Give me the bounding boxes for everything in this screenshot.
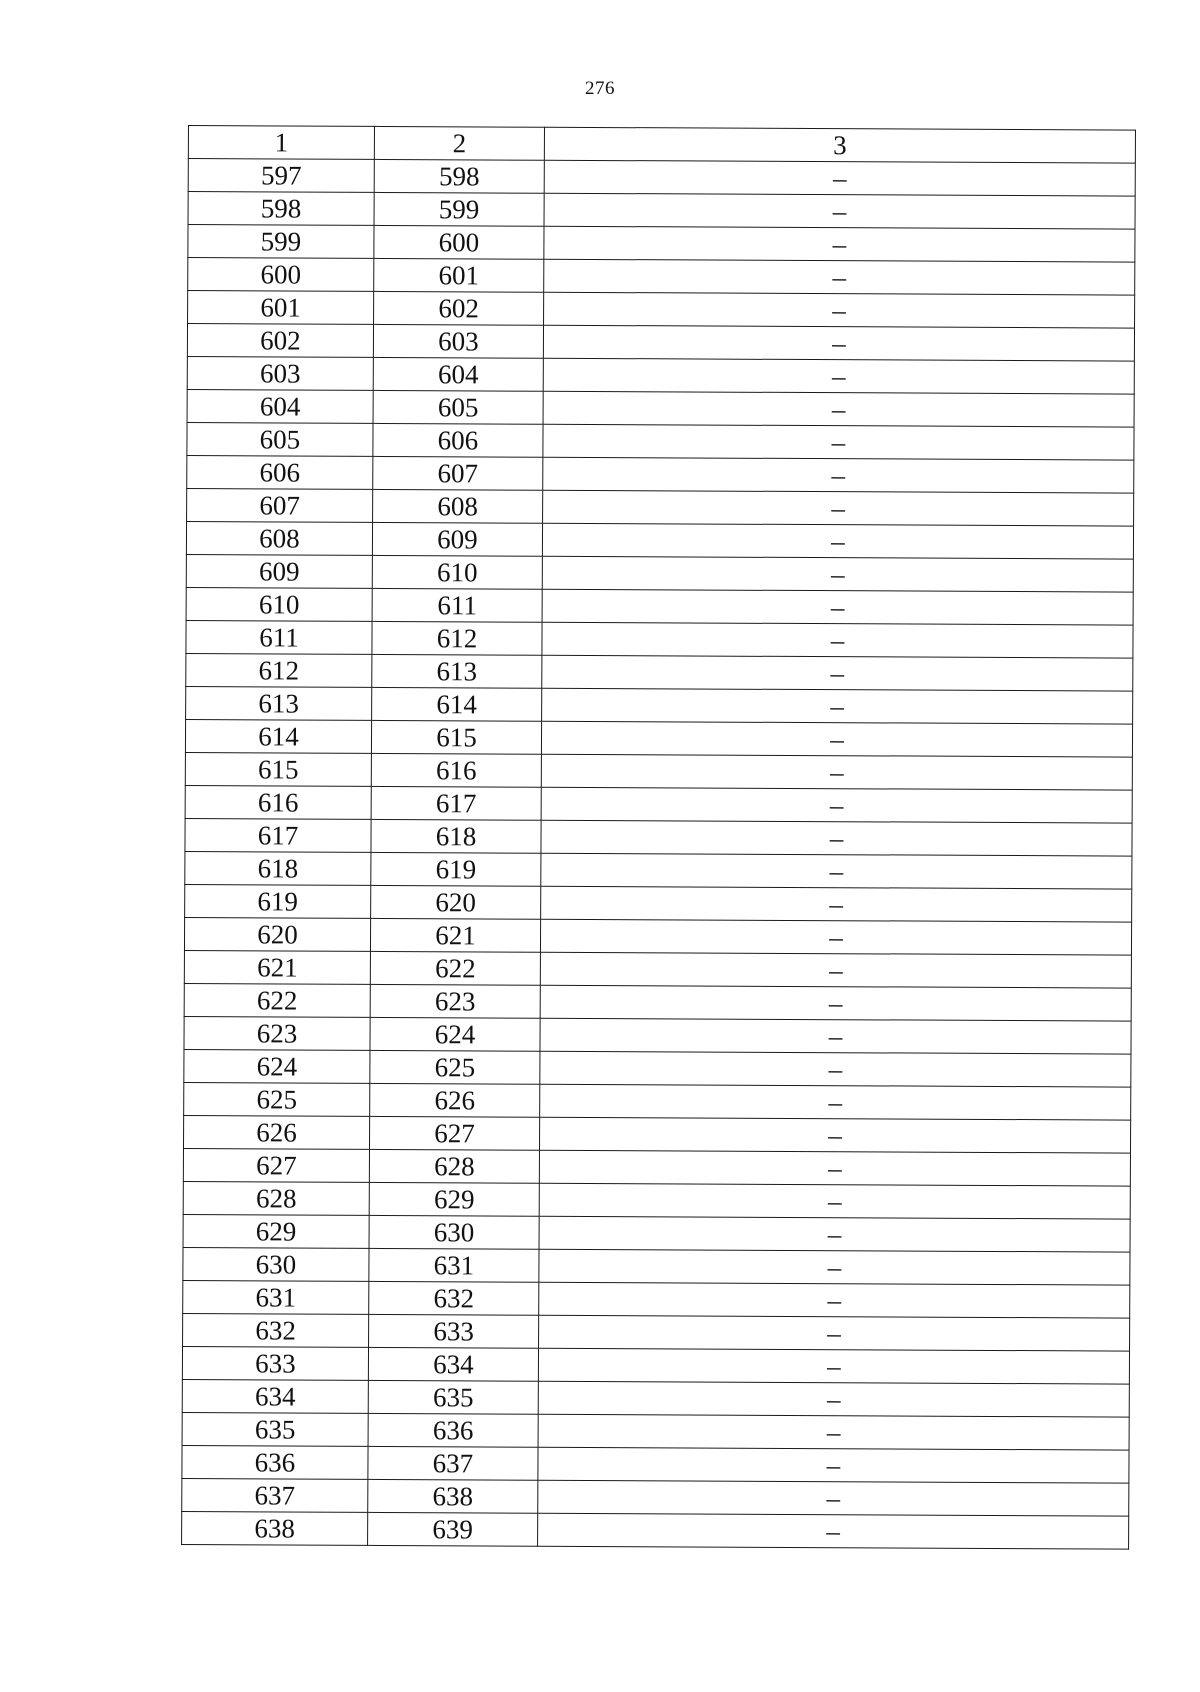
table-cell-col-3: – [540,1084,1131,1120]
table-row [186,587,1133,625]
table-cell-col-3: – [541,886,1132,922]
table-cell-col-2: 614 [372,687,542,721]
column-header-1: 1 [188,126,374,160]
table-cell-col-2: 620 [371,885,541,919]
table-cell-col-2: 636 [368,1413,538,1447]
table-cell-col-1: 622 [184,983,370,1017]
table-cell-col-1: 637 [182,1478,368,1512]
table-cell-col-3: – [540,1051,1131,1087]
table-row [185,785,1132,823]
table-cell-col-3: – [543,358,1134,394]
table-cell-col-3: – [544,259,1135,295]
table-cell-col-2: 602 [374,291,544,325]
table-cell-col-2: 619 [371,852,541,886]
table-row [182,1511,1129,1549]
table-cell-col-3: – [539,1183,1130,1219]
table-cell-col-1: 600 [188,258,374,292]
table-cell-col-1: 598 [188,192,374,226]
table-cell-col-2: 599 [374,192,544,226]
table-cell-col-1: 631 [183,1280,369,1314]
table-cell-col-3: – [543,391,1134,427]
table-cell-col-1: 638 [182,1511,368,1545]
table-cell-col-2: 600 [374,225,544,259]
table-cell-col-1: 597 [188,159,374,193]
table-cell-col-1: 606 [187,455,373,489]
table-cell-col-3: – [540,919,1131,955]
table-row [184,950,1131,988]
table-cell-col-2: 624 [370,1017,540,1051]
table-cell-col-3: – [540,985,1131,1021]
table-cell-col-1: 621 [184,950,370,984]
table-cell-col-3: – [539,1117,1130,1153]
table-cell-col-3: – [538,1348,1129,1384]
table-cell-col-1: 636 [182,1445,368,1479]
table-row [184,1049,1131,1087]
table-row [183,1181,1130,1219]
table-cell-col-2: 623 [370,984,540,1018]
table-cell-col-1: 628 [183,1181,369,1215]
table-row [185,752,1132,790]
table-cell-col-3: – [543,490,1134,526]
table-cell-col-3: – [542,523,1133,559]
table-cell-col-2: 625 [370,1050,540,1084]
table-cell-col-3: – [541,820,1132,856]
table-row [186,620,1133,658]
table-cell-col-2: 634 [368,1347,538,1381]
table-cell-col-2: 637 [368,1446,538,1480]
table-cell-col-3: – [542,655,1133,691]
table-row [187,324,1134,362]
table-cell-col-1: 603 [187,356,373,390]
table-body [182,159,1136,1550]
table-row [186,521,1133,559]
table-row [185,719,1132,757]
table-row [188,291,1135,329]
table-cell-col-2: 617 [371,786,541,820]
table-row [188,258,1135,296]
table-cell-col-1: 615 [185,752,371,786]
table-cell-col-2: 609 [372,522,542,556]
table-cell-col-2: 605 [373,390,543,424]
table-row [187,488,1134,526]
table-cell-col-1: 627 [183,1148,369,1182]
table-cell-col-1: 633 [182,1346,368,1380]
table-cell-col-2: 628 [369,1149,539,1183]
table-cell-col-1: 612 [186,653,372,687]
table-cell-col-1: 610 [186,587,372,621]
table-cell-col-3: – [542,622,1133,658]
table-cell-col-3: – [539,1315,1130,1351]
table-row [185,851,1132,889]
table-cell-col-1: 609 [186,554,372,588]
table-cell-col-2: 611 [372,588,542,622]
table-row [183,1313,1130,1351]
table-cell-col-3: – [538,1480,1129,1516]
table-cell-col-1: 616 [185,785,371,819]
table-row [182,1412,1129,1450]
table-row [188,159,1135,197]
table-cell-col-1: 618 [185,851,371,885]
table-cell-col-1: 620 [184,917,370,951]
table-cell-col-1: 623 [184,1016,370,1050]
table-row [183,1214,1130,1252]
table-cell-col-1: 630 [183,1247,369,1281]
table-cell-col-2: 616 [371,753,541,787]
table-cell-col-3: – [541,787,1132,823]
column-header-3: 3 [544,127,1135,163]
table-cell-col-2: 638 [368,1479,538,1513]
table-cell-col-3: – [540,952,1131,988]
table-row [185,884,1132,922]
table-row [184,983,1131,1021]
table-cell-col-3: – [539,1282,1130,1318]
table-cell-col-1: 635 [182,1412,368,1446]
table-cell-col-3: – [538,1513,1129,1549]
table-cell-col-3: – [541,853,1132,889]
table-row [183,1115,1130,1153]
table-cell-col-3: – [538,1447,1129,1483]
table-row [185,818,1132,856]
table-cell-col-1: 617 [185,818,371,852]
table-cell-col-3: – [539,1216,1130,1252]
table-cell-col-1: 605 [187,422,373,456]
table-cell-col-1: 624 [184,1049,370,1083]
table-row [184,1082,1131,1120]
table-cell-col-2: 621 [370,918,540,952]
table-row [186,554,1133,592]
table-cell-col-2: 630 [369,1215,539,1249]
table-cell-col-2: 607 [373,456,543,490]
table-row [182,1346,1129,1384]
table-cell-col-1: 613 [186,686,372,720]
table-cell-col-1: 604 [187,389,373,423]
table-cell-col-2: 631 [369,1248,539,1282]
table-row [184,1016,1131,1054]
table-row [187,389,1134,427]
table-row [186,653,1133,691]
table-row [187,455,1134,493]
table-cell-col-1: 607 [187,488,373,522]
table-cell-col-3: – [542,688,1133,724]
table-row [183,1280,1130,1318]
table-cell-col-2: 626 [370,1083,540,1117]
page-number: 276 [585,78,615,99]
table-cell-col-3: – [544,226,1135,262]
table-row [187,422,1134,460]
table-cell-col-3: – [539,1150,1130,1186]
table-cell-col-1: 632 [183,1313,369,1347]
table-cell-col-2: 613 [372,654,542,688]
table-cell-col-3: – [543,325,1134,361]
table-header-row [188,126,1135,164]
table-row [188,192,1135,230]
table-cell-col-1: 614 [185,719,371,753]
table-cell-col-3: – [540,1018,1131,1054]
data-table [181,125,1136,1550]
table-cell-col-2: 632 [369,1281,539,1315]
table-cell-col-1: 626 [183,1115,369,1149]
table-cell-col-1: 619 [185,884,371,918]
table-cell-col-3: – [544,193,1135,229]
table-cell-col-3: – [542,589,1133,625]
table-cell-col-2: 622 [370,951,540,985]
table-cell-col-2: 608 [373,489,543,523]
table-cell-col-1: 625 [184,1082,370,1116]
table-cell-col-3: – [543,457,1134,493]
table-cell-col-3: – [544,160,1135,196]
table-cell-col-1: 611 [186,620,372,654]
table-cell-col-3: – [542,556,1133,592]
table-cell-col-2: 633 [369,1314,539,1348]
table-cell-col-2: 635 [368,1380,538,1414]
table-row [184,917,1131,955]
table-cell-col-1: 602 [187,324,373,358]
table-cell-col-2: 615 [371,720,541,754]
table-cell-col-2: 639 [368,1512,538,1546]
table-row [183,1247,1130,1285]
table-cell-col-2: 606 [373,423,543,457]
table-cell-col-3: – [543,424,1134,460]
table-cell-col-2: 603 [373,324,543,358]
table-cell-col-3: – [541,754,1132,790]
table-cell-col-1: 629 [183,1214,369,1248]
table-row [188,225,1135,263]
table-cell-col-2: 612 [372,621,542,655]
table-cell-col-3: – [538,1414,1129,1450]
table-row [187,356,1134,394]
table-row [186,686,1133,724]
table-cell-col-3: – [539,1249,1130,1285]
table-cell-col-1: 634 [182,1379,368,1413]
table-cell-col-2: 627 [369,1116,539,1150]
table-cell-col-2: 618 [371,819,541,853]
table-cell-col-1: 599 [188,225,374,259]
table-cell-col-2: 601 [374,258,544,292]
table-cell-col-1: 608 [186,521,372,555]
table-row [182,1478,1129,1516]
table-cell-col-2: 610 [372,555,542,589]
table-cell-col-3: – [544,292,1135,328]
table-cell-col-2: 598 [374,159,544,193]
table-row [182,1379,1129,1417]
table-cell-col-3: – [538,1381,1129,1417]
table-row [183,1148,1130,1186]
column-header-2: 2 [374,126,544,160]
table-row [182,1445,1129,1483]
table-cell-col-2: 604 [373,357,543,391]
table-cell-col-1: 601 [188,291,374,325]
table-cell-col-2: 629 [369,1182,539,1216]
table-cell-col-3: – [541,721,1132,757]
